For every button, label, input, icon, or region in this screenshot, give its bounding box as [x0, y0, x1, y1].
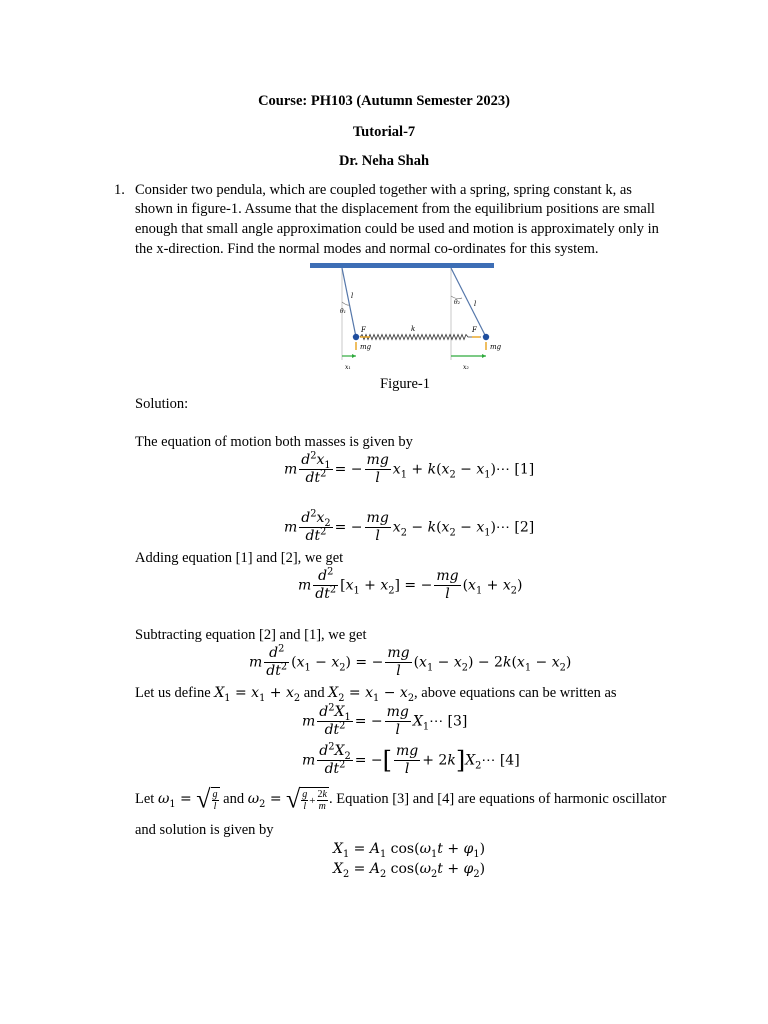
- equation-3-tag: ⋯ [3]: [429, 713, 468, 730]
- difference-equation: m $\frac{d^2}{dt^2}$ $(x_1 - x_2)$ = − $\frac{mg}{l}$ $(x_1 - x_2) - 2k(x_1 - x_2)$: [249, 643, 572, 679]
- displacement-label-1: x₁: [345, 364, 351, 371]
- question-line-1: Consider two pendula, which are coupled together with a spring, spring constant k, as: [135, 182, 632, 198]
- ceiling-support: [310, 263, 494, 268]
- let-prefix: Let: [135, 790, 155, 807]
- course-title: Course: PH103 (Autumn Semester 2023): [258, 93, 510, 109]
- coupled-pendula-figure: [300, 260, 510, 375]
- angle-label-1: θ₁: [340, 308, 347, 315]
- instructor-name: Dr. Neha Shah: [338, 153, 430, 169]
- define-and: and: [303, 685, 325, 701]
- displacement-arrowhead-1: [352, 354, 356, 358]
- figure-caption: Figure-1: [380, 376, 430, 392]
- solution-x2: $X_2 = A_2$ $\cos(\omega_2t + \varphi_2)$: [333, 861, 486, 880]
- displacement-arrowhead-2: [482, 354, 486, 358]
- length-label-2: l: [474, 300, 477, 308]
- solution-heading: Solution:: [135, 396, 189, 412]
- subtracting-text: Subtracting equation [2] and [1], we get: [135, 627, 367, 643]
- sum-equation: m $\frac{d^2}{dt^2}$ $[x_1 + x_2]$ = − $\frac{mg}{l}$ $(x_1 + x_2)$: [298, 566, 523, 602]
- pendulum-string-1: [342, 268, 356, 337]
- angle-label-2: θ₂: [454, 299, 461, 306]
- equation-2-tag: ⋯ [2]: [495, 519, 535, 536]
- force-label-1: F: [361, 326, 366, 334]
- solution-intro: The equation of motion both masses is given by: [135, 434, 413, 450]
- define-line: Let us define $X_1 = x_1 + x_2$ and $X_2 = x_1 - x_2$, above equations can be written as: [135, 685, 617, 704]
- question-number: 1.: [114, 182, 125, 198]
- pendulum-bob-2: [483, 334, 489, 340]
- pendulum-bob-1: [353, 334, 359, 340]
- solution-x1: $X_1 = A_1$ $\cos(\omega_1t + \varphi_1)$: [333, 841, 486, 860]
- solution-given-text: and solution is given by: [135, 822, 274, 838]
- equation-4: m $\frac{d^2X_2}{dt^2}$ = −[ $\frac{mg}{l}$ + $2k]X_2\cdots$ [4]: [302, 741, 520, 777]
- length-label-1: l: [351, 292, 354, 300]
- force-label-2: F: [472, 326, 477, 334]
- tutorial-title: Tutorial-7: [352, 124, 416, 140]
- question-line-2: shown in figure-1. Assume that the displacement from the equilibrium positions are small: [135, 201, 655, 217]
- let-and: and: [223, 790, 245, 807]
- equation-1-tag: ⋯ [1]: [495, 461, 535, 478]
- equation-4-tag: ⋯ [4]: [481, 752, 520, 769]
- let-suffix: . Equation [3] and [4] are equations of harmonic oscillator: [328, 790, 667, 807]
- omega-definition-line: Let $\omega_1$ = √ $\frac{g}{l}$ and $\omega_2$ = √ $\frac{g}{l}$ + $\frac{2k}{m}$ . Equation [3] and [4] are equations of harmonic oscillator: [135, 784, 667, 814]
- spring: [360, 335, 481, 340]
- question-line-3: enough that small angle approximation could be used and motion is approximately only in: [135, 221, 659, 237]
- define-prefix: Let us define: [135, 685, 211, 701]
- equation-1: m $\frac{d^2x_1}{dt^2}$ = − $\frac{mg}{l}$ $x_1 + k(x_2$ − $x_1)\cdots$ [1]: [284, 450, 535, 486]
- equation-3: m $\frac{d^2X_1}{dt^2}$ = − $\frac{mg}{l}$ $X_1\cdots$ [3]: [302, 702, 468, 738]
- displacement-label-2: x₂: [463, 364, 469, 371]
- question-line-4: the x-direction. Find the normal modes and normal co-ordinates for this system.: [135, 241, 599, 257]
- weight-label-1: mg: [360, 343, 372, 351]
- spring-constant-label: k: [411, 325, 416, 333]
- adding-text: Adding equation [1] and [2], we get: [135, 550, 344, 566]
- define-suffix: , above equations can be written as: [414, 685, 617, 701]
- weight-label-2: mg: [490, 343, 502, 351]
- equation-2: m $\frac{d^2x_2}{dt^2}$ = − $\frac{mg}{l}$ $x_2 - k(x_2$ − $x_1)\cdots$ [2]: [284, 508, 535, 544]
